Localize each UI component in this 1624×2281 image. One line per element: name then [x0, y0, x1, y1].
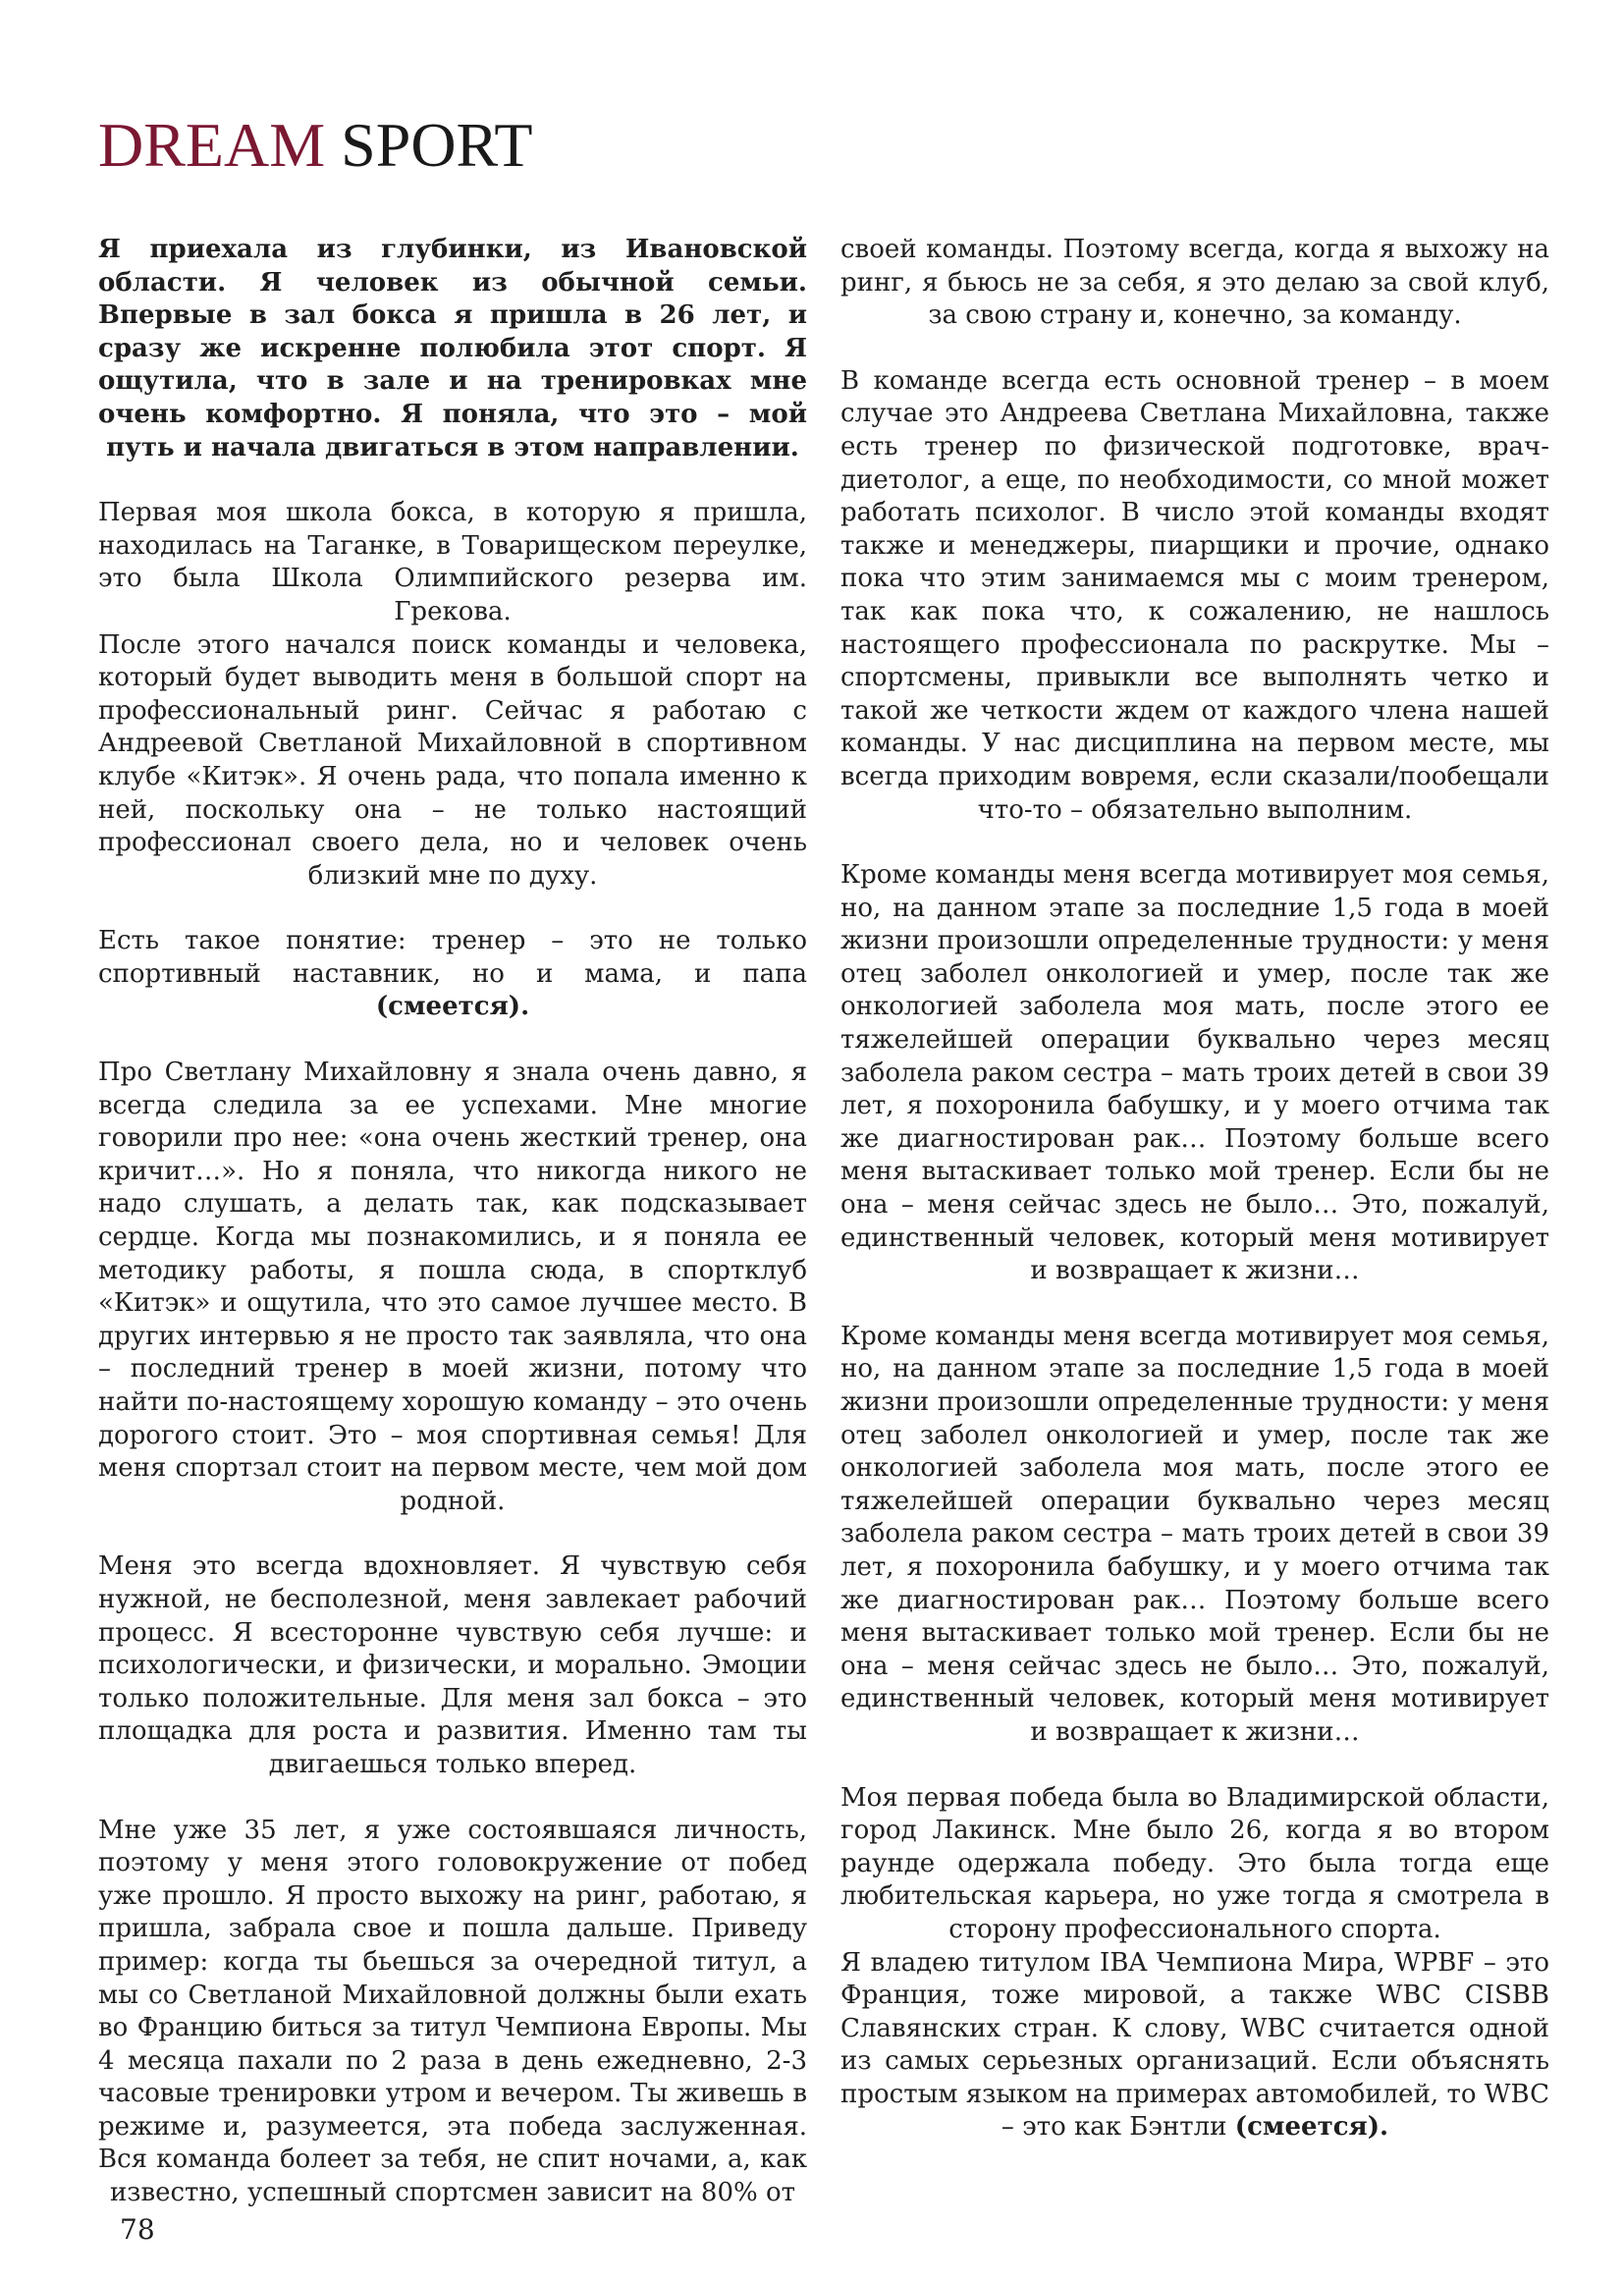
paragraph-text: Я владею титулом IBA Чемпиона Мира, WPBF – это Франция, тоже мировой, а также WBC CISBB Славянских стран. К слову, WBC считается одной из самых серьезных организаций. Если объяснять простым языком на примерах автомобилей, то WBC – это как Бэнтли: [840, 1947, 1549, 2143]
left-column: [98, 234, 807, 2243]
paragraph: Меня это всегда вдохновляет. Я чувствую себя нужной, не бесполезной, меня завлекает рабочий процесс. Я всесторонне чувствую себя лучше: и психологически, и физически, и морально. Эмоции только положительные. Для меня зал бокса – это площадка для роста и развития. Именно там ты двигаешься только вперед.: [98, 1551, 807, 1779]
paragraph-line: После этого начался поиск команды и человека, который будет выводить меня в большой спорт на профессиональный ринг. Сейчас я работаю с Андреевой Светланой Михайловной в спортивном клубе «Китэк». Я очень рада, что попала именно к ней, поскольку она – не только настоящий профессионал своего дела, но и человек очень близкий мне по духу.: [98, 629, 807, 891]
paragraph: своей команды. Поэтому всегда, когда я выхожу на ринг, я бьюсь не за себя, я это делаю за свой клуб, за свою страну и, конечно, за команду.: [840, 235, 1549, 331]
paragraph: В команде всегда есть основной тренер – в моем случае это Андреева Светлана Михайловна, также есть тренер по физической подготовке, врач-диетолог, а еще, по необходимости, со мной может работать психолог. В число этой команды входят также и менеджеры, пиарщики и прочие, однако пока что этим занимаемся мы с моим тренером, так как пока что, к сожалению, не нашлось настоящего профессионала по раскрутке. Мы – спортсмены, привыкли все выполнять четко и такой же четкости ждем от каждого члена нашей команды. У нас дисциплина на первом месте, мы всегда приходим вовремя, если сказали/пообещали что-то – обязательно выполним.: [840, 365, 1549, 825]
paragraph-line: [840, 1947, 1549, 2145]
laughs-note: (смеется).: [375, 992, 530, 1022]
page-number: 78: [120, 2213, 155, 2246]
paragraph: [98, 925, 807, 1024]
paragraph-line: Первая моя школа бокса, в которую я пришла, находилась на Таганке, в Товарищеском переулке, это была Школа Олимпийского резерва им. Грекова.: [98, 498, 807, 626]
paragraph: [840, 1782, 1549, 2145]
header-title-dream: DREAM: [98, 110, 326, 180]
paragraph-line: Моя первая победа была во Владимирской области, город Лакинск. Мне было 26, когда я во втором раунде одержала победу. Это была тогда еще любительская карьера, но уже тогда я смотрела в сторону профессионального спорта.: [840, 1782, 1549, 1944]
laughs-note: (смеется).: [1234, 2112, 1389, 2143]
paragraph: Кроме команды меня всегда мотивирует моя семья, но, на данном этапе за последние 1,5 года в моей жизни произошли определенные трудности: у меня отец заболел онкологией и умер, после так же онкологией заболела моя мать, после этого ее тяжелейшей операции буквально через месяц заболела раком сестра – мать троих детей в свои 39 лет, я похоронила бабушку, и у моего отчима так же диагностирован рак… Поэтому больше всего меня вытаскивает только мой тренер. Если бы не она – меня сейчас здесь не было… Это, пожалуй, единственный человек, который меня мотивирует и возвращает к жизни…: [840, 1321, 1549, 1747]
paragraph-text: Есть такое понятие: тренер – это не только спортивный наставник, но и мама, и папа: [98, 926, 807, 989]
paragraph: Кроме команды меня всегда мотивирует моя семья, но, на данном этапе за последние 1,5 года в моей жизни произошли определенные трудности: у меня отец заболел онкологией и умер, после так же онкологией заболела моя мать, после этого ее тяжелейшей операции буквально через месяц заболела раком сестра – мать троих детей в свои 39 лет, я похоронила бабушку, и у моего отчима так же диагностирован рак… Поэтому больше всего меня вытаскивает только мой тренер. Если бы не она – меня сейчас здесь не было… Это, пожалуй, единственный человек, который меня мотивирует и возвращает к жизни…: [840, 860, 1549, 1286]
paragraph: Про Светлану Михайловну я знала очень давно, я всегда следила за ее успехами. Мне многие говорили про нее: «она очень жесткий тренер, она кричит…». Но я поняла, что никогда никого не надо слушать, а делать так, как подсказывает сердце. Когда мы познакомились, и я поняла ее методику работы, я пошла сюда, в спортклуб «Китэк» и ощутила, что это самое лучшее место. В других интервью я не просто так заявляла, что она – последний тренер в моей жизни, потому что найти по-настоящему хорошую команду – это очень дорогого стоит. Это – моя спортивная семья! Для меня спортзал стоит на первом месте, чем мой дом родной.: [98, 1058, 807, 1516]
lead-paragraph: Я приехала из глубинки, из Ивановской области. Я человек из обычной семьи. Впервые в зал бокса я пришла в 26 лет, и сразу же искренне полюбила этот спорт. Я ощутила, что в зале и на тренировках мне очень комфортно. Я поняла, что это – мой путь и начала двигаться в этом направлении.: [98, 235, 807, 462]
header-title-sport: SPORT: [341, 110, 533, 180]
magazine-header: [98, 106, 532, 185]
paragraph: [98, 497, 807, 893]
right-column: [840, 234, 1549, 2177]
paragraph: Мне уже 35 лет, я уже состоявшаяся личность, поэтому у меня этого головокружение от побед уже прошло. Я просто выхожу на ринг, работаю, я пришла, забрала свое и пошла дальше. Приведу пример: когда ты бьешься за очередной титул, а мы со Светланой Михайловной должны были ехать во Францию биться за титул Чемпиона Европы. Мы 4 месяца пахали по 2 раза в день ежедневно, 2-3 часовые тренировки утром и вечером. Ты живешь в режиме и, разумеется, эта победа заслуженная. Вся команда болеет за тебя, не спит ночами, а, как известно, успешный спортсмен зависит на 80% от: [98, 1815, 807, 2208]
